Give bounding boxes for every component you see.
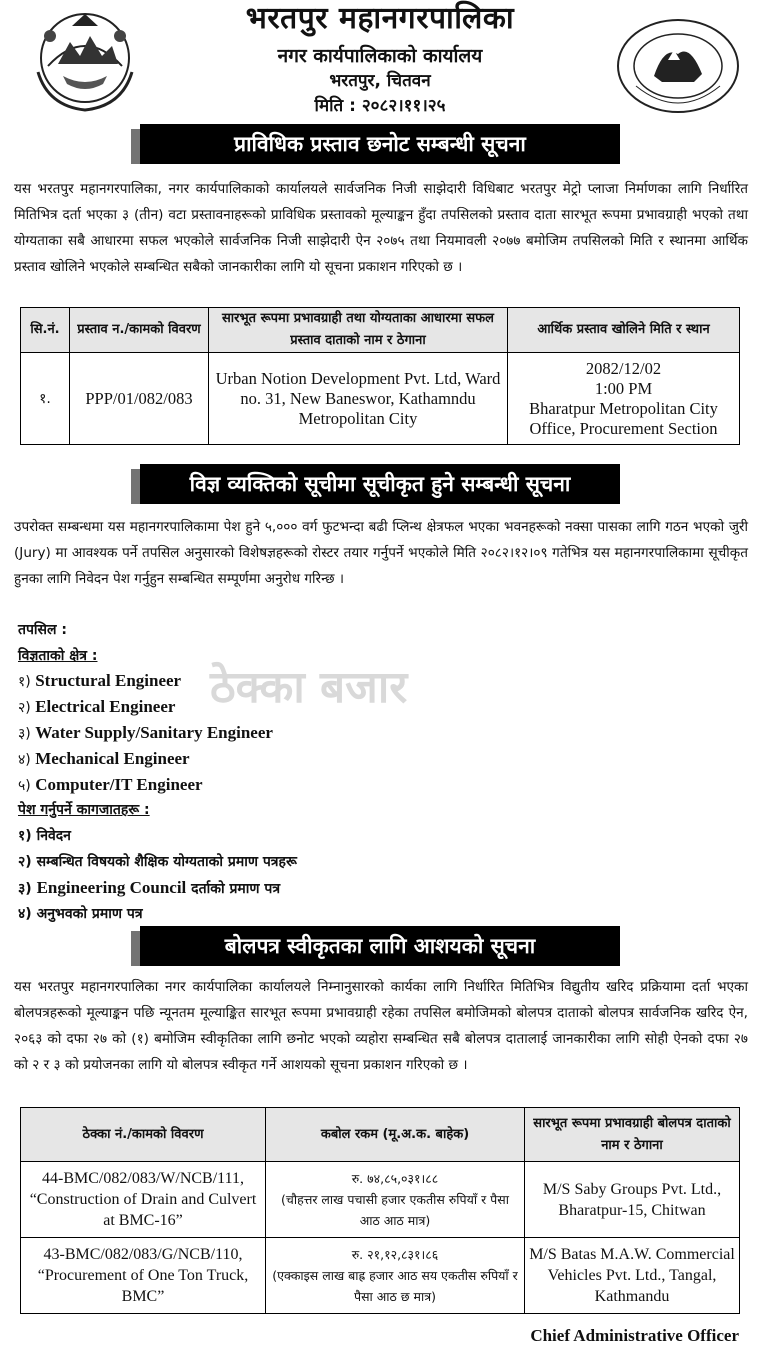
column-header: सारभूत रूपमा प्रभावग्राही बोलपत्र दाताको नाम र ठेगाना: [525, 1108, 740, 1162]
contract-ref: 43-BMC/082/083/G/NCB/110, “Procurement of One Ton Truck, BMC”: [21, 1238, 266, 1314]
office-location: भरतपुर, चितवन: [329, 71, 431, 91]
contract-ref: 44-BMC/082/083/W/NCB/111, “Construction of Drain and Culvert at BMC-16”: [21, 1162, 266, 1238]
proposal-ref: PPP/01/082/083: [70, 353, 209, 445]
notice1-title: प्राविधिक प्रस्ताव छनोट सम्बन्धी सूचना: [140, 124, 620, 164]
row-serial: १.: [21, 353, 70, 445]
doc-item: ४) अनुभवको प्रमाण पत्र: [18, 906, 143, 922]
bidder-name: M/S Batas M.A.W. Commercial Vehicles Pvt. Ltd., Tangal, Kathmandu: [525, 1238, 740, 1314]
notice1-body: यस भरतपुर महानगरपालिका, नगर कार्यपालिकाको कार्यालयले सार्वजनिक निजी साझेदारी विधिबाट भरतपुर मेट्रो प्लाजा निर्माणका लागि निर्धारित मितिभित्र दर्ता भएका ३ (तीन) वटा प्रस्तावनाहरूको प्राविधिक प्रस्तावको मूल्याङ्कन हुँदा तपसिलको प्रस्ताव दाता सारभूत रूपमा प्रभावग्राही भएको तथा योग्यताका सबै आधारमा सफल भएकोले सार्वजनिक निजी साझेदारी ऐन २०७५ तथा नियमावली २०७७ बमोजिम तपसिलको मिति र स्थानमा आर्थिक प्रस्ताव खोलिने भएकोले सम्बन्धित सबैको जानकारीका लागि यो सूचना प्रकाशन गरिएको छ ।: [14, 181, 748, 275]
notice2-body: उपरोक्त सम्बन्धमा यस महानगरपालिकामा पेश हुने ५,००० वर्ग फुटभन्दा बढी प्लिन्थ क्षेत्रफल भएका भवनहरूको नक्सा पासका लागि गठन भएको जुरी (Jury) मा आवश्यक पर्ने तपसिल अनुसारको विशेषज्ञहरूको रोस्टर तयार गर्नुपर्ने भएकोले मिति २०८२।१२।०९ गतेभित्र यस महानगरपालिकामा सूचीकृत हुनका लागि निवेदन पेश गर्नुहुन सम्बन्धित सम्पूर्णमा अनुरोध गरिन्छ ।: [14, 519, 748, 587]
field-item: २) Electrical Engineer: [18, 697, 176, 716]
opening-time: 1:00 PM: [594, 378, 653, 398]
table-row: [21, 353, 740, 445]
field-item: ४) Mechanical Engineer: [18, 749, 190, 768]
bid-amount: रु. ७४,८५,०३१।८८ (चौहत्तर लाख पचासी हजार एकतीस रुपियाँ र पैसा आठ आठ मात्र): [266, 1162, 525, 1238]
column-header: ठेक्का नं./कामको विवरण: [21, 1108, 266, 1162]
office-name: नगर कार्यपालिकाको कार्यालय: [277, 45, 483, 67]
bidder-name: M/S Saby Groups Pvt. Ltd., Bharatpur-15, Chitwan: [525, 1162, 740, 1238]
fields-label: विज्ञताको क्षेत्र :: [18, 648, 98, 664]
field-item: १) Structural Engineer: [18, 671, 182, 690]
opening-place: Bharatpur Metropolitan City Office, Procurement Section: [529, 398, 718, 438]
notice-date: मिति : २०८२।११।२५: [314, 96, 446, 116]
column-header: सारभूत रूपमा प्रभावग्राही तथा योग्यताका आधारमा सफल प्रस्ताव दाताको नाम र ठेगाना: [209, 308, 508, 353]
column-header: कबोल रकम (मू.अ.क. बाहेक): [266, 1108, 525, 1162]
doc-item: ३) Engineering Council दर्ताको प्रमाण पत्र: [18, 878, 281, 897]
table-row: [21, 1162, 740, 1238]
opening-info: [508, 353, 740, 445]
org-name: भरतपुर महानगरपालिका: [245, 1, 515, 36]
column-header: सि.नं.: [21, 308, 70, 353]
tapsil-label: तपसिल :: [18, 622, 67, 638]
doc-item: १) निवेदन: [18, 828, 71, 844]
signature-title: Chief Administrative Officer: [530, 1326, 739, 1345]
doc-item: २) सम्बन्धित विषयको शैक्षिक योग्यताको प्रमाण पत्रहरू: [18, 854, 297, 870]
notice3-table: [20, 1107, 740, 1314]
opening-date: 2082/12/02: [585, 358, 662, 378]
bidder-name: Urban Notion Development Pvt. Ltd, Ward no. 31, New Baneswor, Kathamndu Metropolitan City: [209, 353, 508, 445]
table-row: [21, 1238, 740, 1314]
field-item: ५) Computer/IT Engineer: [18, 775, 203, 794]
nepal-emblem-icon: [28, 6, 142, 114]
watermark-logo: [200, 640, 560, 730]
notice2-title: विज्ञ व्यक्तिको सूचीमा सूचीकृत हुने सम्बन्धी सूचना: [140, 464, 620, 504]
table-header-row: [21, 308, 740, 353]
column-header: प्रस्ताव न./कामको विवरण: [70, 308, 209, 353]
column-header: आर्थिक प्रस्ताव खोलिने मिति र स्थान: [508, 308, 740, 353]
notice3-title: बोलपत्र स्वीकृतका लागि आशयको सूचना: [140, 926, 620, 966]
table-header-row: [21, 1108, 740, 1162]
bid-amount: रु. २१,१२,८३१।८६ (एक्काइस लाख बाह्र हजार आठ सय एकतीस रुपियाँ र पैसा आठ छ मात्र): [266, 1238, 525, 1314]
watermark-text: ठेक्का बजार: [210, 662, 408, 713]
notice3-body: यस भरतपुर महानगरपालिका नगर कार्यपालिका कार्यालयले निम्नानुसारको कार्यका लागि निर्धारित मितिभित्र विद्युतीय खरिद प्रक्रियामा दर्ता भएका बोलपत्रहरूको मूल्याङ्कन पछि न्यूनतम मूल्याङ्कित सारभूत रूपमा प्रभावग्राही रहेका तपसिल बमोजिमको बोलपत्र दाताको बोलपत्र सार्वजनिक खरिद ऐन, २०६३ को दफा २७ को (१) बमोजिम स्वीकृतिका लागि छनोट भएको व्यहोरा सम्बन्धित सबै बोलपत्र दातालाई जानकारीका लागि सोही ऐनको दफा २७ को २ र ३ को प्रयोजनका लागि यो बोलपत्र स्वीकृत गर्ने आशयको सूचना प्रकाशन गरिएको छ ।: [14, 979, 748, 1073]
letterhead: [0, 0, 761, 118]
notice1-table: [20, 307, 740, 445]
docs-label: पेश गर्नुपर्ने कागजातहरू :: [18, 802, 150, 818]
metropolitan-seal-icon: [614, 16, 742, 116]
field-item: ३) Water Supply/Sanitary Engineer: [18, 723, 273, 742]
